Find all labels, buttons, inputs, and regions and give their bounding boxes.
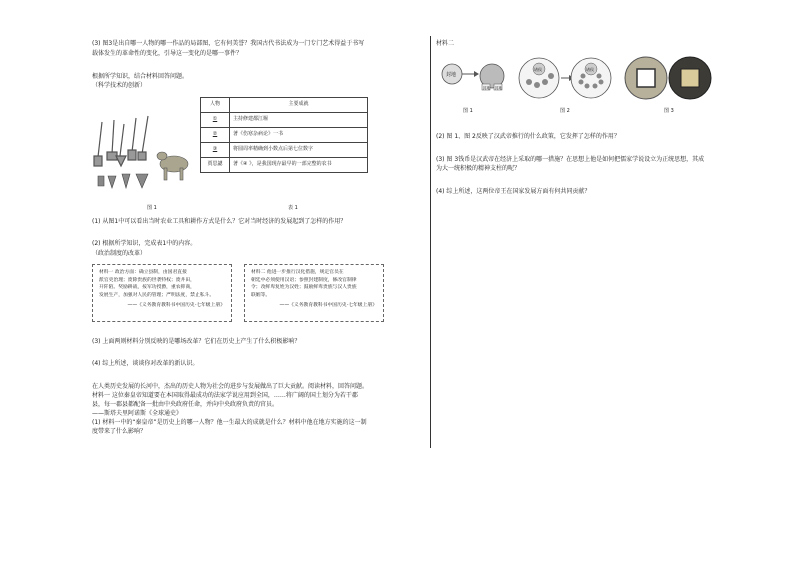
material-box-1	[92, 264, 232, 322]
wuzhu-coins-illustration	[622, 54, 714, 102]
right-question-4: (4) 综上所述，这两位帝王在国家发展方面有何共同贡献？	[436, 188, 591, 195]
instruction-text: 根据所学知识，结合材料回答问题。	[92, 73, 189, 80]
table-cell: 将圆周率精确到小数点后第七位数字	[230, 143, 368, 158]
material-1-line: 派官吏治理；废除贵族的世袭特权；废井田，	[99, 277, 195, 283]
figure-2-caption: 图 2	[560, 108, 570, 114]
section-subtitle: （科学技术的创新）	[92, 82, 147, 89]
right-question-3-line2: 为大一统积极的精神支柱的呢？	[436, 165, 521, 172]
table-cell: 贾思勰	[201, 158, 230, 173]
achievements-table	[200, 97, 368, 173]
icon-label: 封地	[446, 72, 457, 78]
material-box-2	[244, 264, 384, 322]
table-cell: 著《伤寒杂病论》一书	[230, 128, 368, 143]
material-2-title: 材料二	[436, 40, 455, 47]
vassal-division-illustration	[517, 54, 613, 102]
passage-line: 县，每一郡县都配备一批由中央政府任命，并向中央政府负责的官员。	[92, 401, 279, 408]
question-5-line2: 度带来了什么影响？	[92, 428, 147, 435]
column-divider	[430, 36, 431, 448]
section-subtitle: （政治制度的改革）	[92, 250, 147, 257]
material-1-source: ——《义务教育教科书中国历史·七年级上册》	[127, 302, 225, 308]
question-2: (2) 根据所学知识，完成表1中的内容。	[92, 240, 197, 247]
material-2-line: 联姻等。	[251, 293, 271, 299]
passage-line: 在人类历史发展的长河中，杰出的历史人物为社会的进步与发展做出了巨大贡献。阅读材料，回答问题。	[92, 383, 369, 390]
table-cell[interactable]: 著《④ 》，是我国现存最早的一部完整的农书	[230, 158, 368, 173]
table-row	[201, 113, 368, 128]
icon-label: 封地	[495, 86, 502, 90]
table-header-row	[201, 98, 368, 113]
material-2-line: 朝廷中必须使用汉语；参照封建制度，修改官制律	[251, 277, 357, 283]
table-cell-blank[interactable]	[201, 113, 230, 128]
blank-2: ②	[212, 131, 218, 138]
passage-line: 材料一 这位秦皇帝知道要在本国取得最成功的法家学说应用到全国，……将广阔的国土划分为若干郡	[92, 392, 358, 399]
icon-label: 封地	[483, 86, 490, 90]
material-2-line: 材料二 他进一步推行汉化措施，规定官员在	[251, 270, 344, 275]
feudal-diagram-illustration	[438, 54, 510, 100]
farm-tools-illustration	[92, 112, 192, 202]
table-1-caption: 表 1	[288, 205, 298, 211]
question-3b: (3) 上面两则材料分别反映的是哪场改革？它们在历史上产生了什么积极影响？	[92, 338, 301, 345]
table-header-achievement: 主要成就	[230, 98, 368, 113]
question-3-line1: (3) 图3是出自哪一人物的哪一作品的局部图，它有何美誉？我国古代书法成为一门专门艺术得益于书写	[92, 40, 365, 47]
question-4: (4) 综上所述，谈谈你对改革的新认识。	[92, 360, 199, 367]
right-question-2: (2) 图 1、图 2反映了汉武帝推行的什么政策，它发挥了怎样的作用？	[436, 133, 620, 140]
right-question-3-line1: (3) 图 3钱币是汉武帝在经济上采取的哪一措施？在思想上他是如何把儒家学说设立为正统思想，其成	[436, 156, 705, 163]
material-2-source: ——《义务教育教科书中国历史·七年级上册》	[279, 302, 377, 308]
material-1-line: 开阡陌。奖励耕战，按军功授爵，重农抑商，	[99, 285, 195, 291]
figure-1-caption: 图 1	[463, 108, 473, 114]
icon-label: 诸侯	[586, 67, 594, 72]
blank-3: ③	[212, 146, 218, 153]
figure-1-caption: 图 1	[147, 205, 157, 211]
question-3-line2: 载体发生的革命性的变化，引导这一变化的是哪一事件？	[92, 50, 243, 57]
blank-1: ①	[212, 116, 218, 123]
table-cell: 主持修建都江堰	[230, 113, 368, 128]
table-header-person: 人物	[201, 98, 230, 113]
table-row	[201, 158, 368, 173]
table-cell-blank[interactable]	[201, 143, 230, 158]
material-1-line: 材料一 政治方面：确立县制，由国君直接	[99, 270, 187, 275]
table-row	[201, 143, 368, 158]
material-2-line: 令；改鲜卑复姓为汉姓；鼓励鲜卑贵族与汉人贵族	[251, 285, 357, 291]
figure-3-caption: 图 3	[664, 108, 674, 114]
material-1-line: 发展生产，加强对人民的管理；严明法度，禁止私斗。	[99, 293, 215, 299]
icon-label: 诸侯	[534, 67, 542, 72]
table-row	[201, 128, 368, 143]
question-1: (1) 从图1中可以看出当时农业工具和耕作方式是什么？它对当时经济的发展起到了怎样的作用？	[92, 218, 347, 225]
table-cell-blank[interactable]	[201, 128, 230, 143]
question-5-line1: (1) 材料一中的“秦皇帝”是历史上的哪一人物？他一生最大的成就是什么？材料中他在地方实施的这一制	[92, 419, 367, 426]
passage-source: ——斯塔夫里阿诺斯《全球通史》	[92, 410, 183, 417]
